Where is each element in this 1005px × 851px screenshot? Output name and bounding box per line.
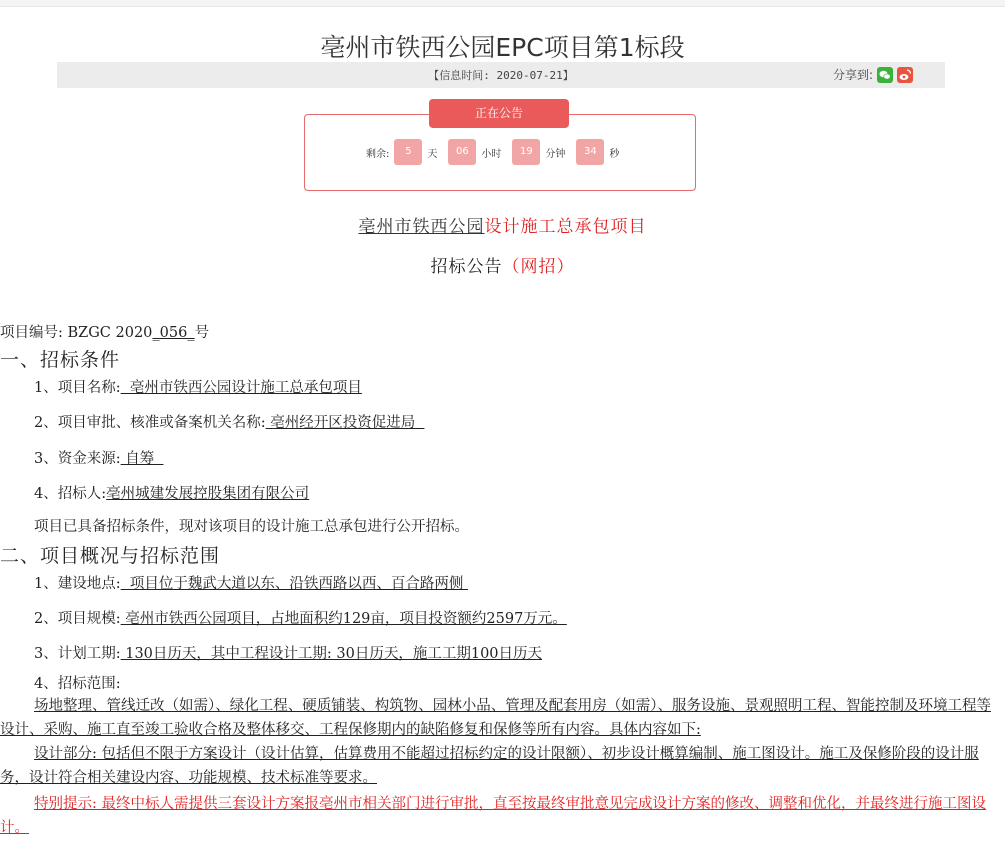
project-number-prefix: 项目编号: BZGC 2020 (0, 325, 153, 341)
item-value: 亳州市铁西公园项目，占地面积约129亩，项目投资额约2597万元。 (120, 611, 567, 627)
document-title-part1: 亳州市铁西公园 (358, 217, 485, 237)
item-label: 4、招标人: (34, 486, 107, 502)
item-value: 亳州经开区投资促进局 (265, 415, 425, 431)
item-label: 1、建设地点: (34, 576, 121, 592)
section2-item-3 (34, 642, 542, 663)
item-label: 3、资金来源: (34, 451, 121, 467)
status-badge: 正在公告 (429, 99, 569, 128)
section1-note: 项目已具备招标条件，现对该项目的设计施工总承包进行公开招标。 (34, 519, 469, 535)
countdown-row (366, 139, 625, 165)
item-label: 1、项目名称: (34, 380, 121, 396)
section1-item-1 (34, 376, 362, 397)
share-group (833, 66, 913, 83)
section2-item-2 (34, 607, 567, 628)
countdown-minutes: 19 (512, 139, 540, 165)
countdown-seconds: 34 (576, 139, 604, 165)
document-subtitle-part1: 招标公告 (430, 257, 503, 277)
item-label: 3、计划工期: (34, 646, 121, 662)
special-notice: 特别提示: 最终中标人需提供三套设计方案报亳州市相关部门进行审批，直至按最终审批意见完成设计方案的修改、调整和优化，并最终进行施工图设计。 (0, 796, 986, 836)
document-title-part2: 设计施工总承包项目 (484, 217, 647, 237)
document-subtitle (0, 252, 1005, 277)
project-number-value: _056_ (152, 325, 195, 341)
item-value: 自筹 (120, 451, 164, 467)
project-number (0, 321, 209, 342)
countdown-days-unit: 天 (427, 148, 438, 160)
item-value: 130日历天，其中工程设计工期: 30日历天，施工工期100日历天 (120, 646, 543, 662)
countdown-hours-unit: 小时 (481, 148, 502, 160)
share-label: 分享到: (832, 68, 873, 82)
top-bar (0, 0, 1005, 7)
wechat-icon[interactable] (877, 67, 893, 83)
section1-item-4 (34, 482, 309, 503)
item-label: 2、项目审批、核准或备案机关名称: (34, 415, 266, 431)
countdown-label: 剩余: (366, 148, 390, 160)
document-title (0, 212, 1005, 237)
section1-item-3 (34, 447, 163, 468)
page-title: 亳州市铁西公园EPC项目第1标段 (320, 33, 685, 62)
section2-item-1 (34, 572, 468, 593)
document-subtitle-part2: （网招） (502, 257, 575, 277)
countdown-days: 5 (394, 139, 422, 165)
countdown-seconds-unit: 秒 (609, 148, 620, 160)
section1-item-2 (34, 411, 424, 432)
weibo-icon[interactable] (897, 67, 913, 83)
item-value: 项目位于魏武大道以东、沿铁西路以西、百合路两侧 (120, 576, 468, 592)
scope-text: 场地整理、管线迁改（如需）、绿化工程、硬质铺装、构筑物、园林小品、管理及配套用房（如需）、服务设施、景观照明工程、智能控制及环境工程等设计、采购、施工直至竣工验收合格及整体移交、工程保修期内的缺陷修复和保修等所有内容。具体内容如下: (0, 698, 991, 738)
item-label: 2、项目规模: (34, 611, 121, 627)
scope-label: 4、招标范围: (34, 676, 121, 692)
design-text: 设计部分: 包括但不限于方案设计（设计估算，估算费用不能超过招标约定的设计限额）、初步设计概算编制、施工图设计。施工及保修阶段的设计服务，设计符合相关建设内容、功能规模、技术标准等要求。 (0, 746, 979, 786)
project-number-suffix: 号 (194, 325, 210, 341)
section1-heading: 一、招标条件 (0, 349, 121, 371)
section2-heading: 二、项目概况与招标范围 (0, 545, 221, 567)
countdown-hours: 06 (448, 139, 476, 165)
item-value: 亳州城建发展控股集团有限公司 (106, 486, 310, 502)
info-time: 【信息时间: 2020-07-21】 (428, 69, 574, 82)
item-value: 亳州市铁西公园设计施工总承包项目 (120, 380, 362, 396)
countdown-minutes-unit: 分钟 (545, 148, 566, 160)
info-bar (57, 62, 945, 88)
